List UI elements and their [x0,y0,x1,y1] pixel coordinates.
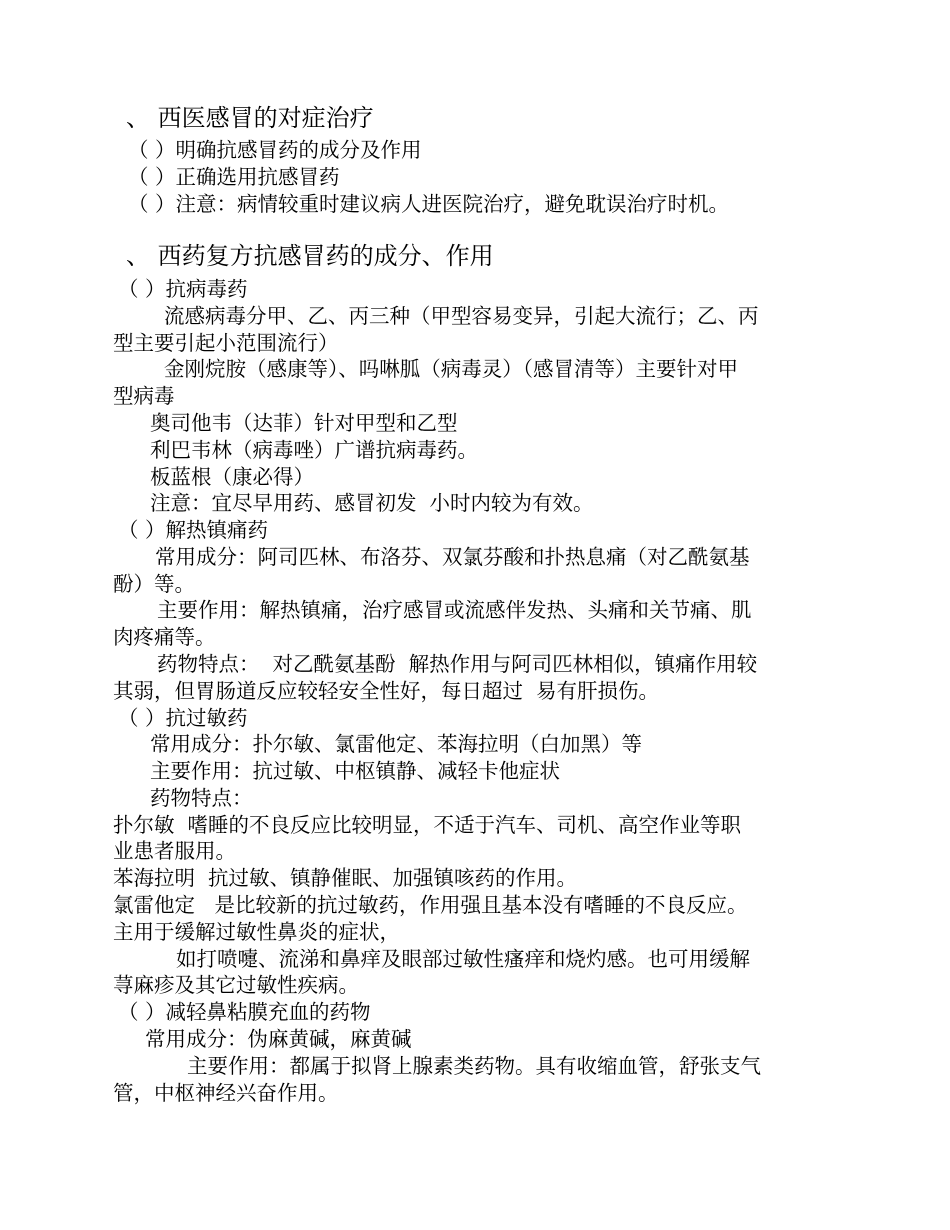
paragraph-line: 药物特点： [150,786,253,810]
paragraph-line: 主要作用：抗过敏、中枢镇静、减轻卡他症状 [150,759,560,783]
paragraph-line: 常用成分：阿司匹林、布洛芬、双氯芬酸和扑热息痛（对乙酰氨基 [155,545,750,569]
paragraph-line: 金刚烷胺（感康等）、吗啉胍（病毒灵）（感冒清等）主要针对甲 [164,357,738,381]
paragraph-line: 利巴韦林（病毒唑）广谱抗病毒药。 [150,438,478,462]
paragraph-line: 其弱，但胃肠道反应较轻安全性好，每日超过 易有肝损伤。 [113,679,660,703]
paragraph-line: 主要作用：都属于拟肾上腺素类药物。具有收缩血管，舒张支气 [187,1054,761,1078]
subsection-heading: （ ）抗病毒药 [118,277,248,301]
paragraph-line: 管，中枢神经兴奋作用。 [113,1081,339,1105]
subsection-heading: （ ）解热镇痛药 [118,518,269,542]
paragraph-line: 流感病毒分甲、乙、丙三种（甲型容易变异，引起大流行；乙、丙 [164,304,759,328]
paragraph-line: 主要作用：解热镇痛，治疗感冒或流感伴发热、头痛和关节痛、肌 [157,598,752,622]
section-1-item: （ ）正确选用抗感冒药 [128,165,340,189]
section-1-title: 、 西医感冒的对症治疗 [126,104,374,132]
paragraph-line: 板蓝根（康必得） [150,465,314,489]
paragraph-line: 如打喷嚏、流涕和鼻痒及眼部过敏性瘙痒和烧灼感。也可用缓解 [176,947,750,971]
section-1-item: （ ）注意：病情较重时建议病人进医院治疗，避免耽误治疗时机。 [128,192,730,216]
section-2-title: 、 西药复方抗感冒药的成分、作用 [126,242,494,270]
paragraph-line: 常用成分：扑尔敏、氯雷他定、苯海拉明（白加黑）等 [150,732,642,756]
paragraph-line: 荨麻疹及其它过敏性疾病。 [113,973,359,997]
subsection-heading: （ ）抗过敏药 [118,706,248,730]
paragraph-line: 常用成分：伪麻黄碱，麻黄碱 [145,1027,412,1051]
paragraph-line: 型病毒 [113,384,175,408]
paragraph-line: 型主要引起小范围流行） [113,331,339,355]
section-1-item: （ ）明确抗感冒药的成分及作用 [128,138,422,162]
paragraph-line: 药物特点： 对乙酰氨基酚 解热作用与阿司匹林相似，镇痛作用较 [157,652,758,676]
paragraph-line: 主用于缓解过敏性鼻炎的症状， [113,920,400,944]
paragraph-line: 氯雷他定 是比较新的抗过敏药，作用强且基本没有嗜睡的不良反应。 [113,893,748,917]
paragraph-line: 扑尔敏 嗜睡的不良反应比较明显，不适于汽车、司机、高空作业等职 [113,813,742,837]
paragraph-line: 苯海拉明 抗过敏、镇静催眠、加强镇咳药的作用。 [113,866,578,890]
paragraph-line: 酚）等。 [113,572,195,596]
paragraph-line: 注意：宜尽早用药、感冒初发 小时内较为有效。 [150,491,594,515]
paragraph-line: 奥司他韦（达菲）针对甲型和乙型 [150,411,458,435]
paragraph-line: 业患者服用。 [113,839,236,863]
subsection-heading: （ ）减轻鼻粘膜充血的药物 [118,1000,371,1024]
paragraph-line: 肉疼痛等。 [113,625,216,649]
